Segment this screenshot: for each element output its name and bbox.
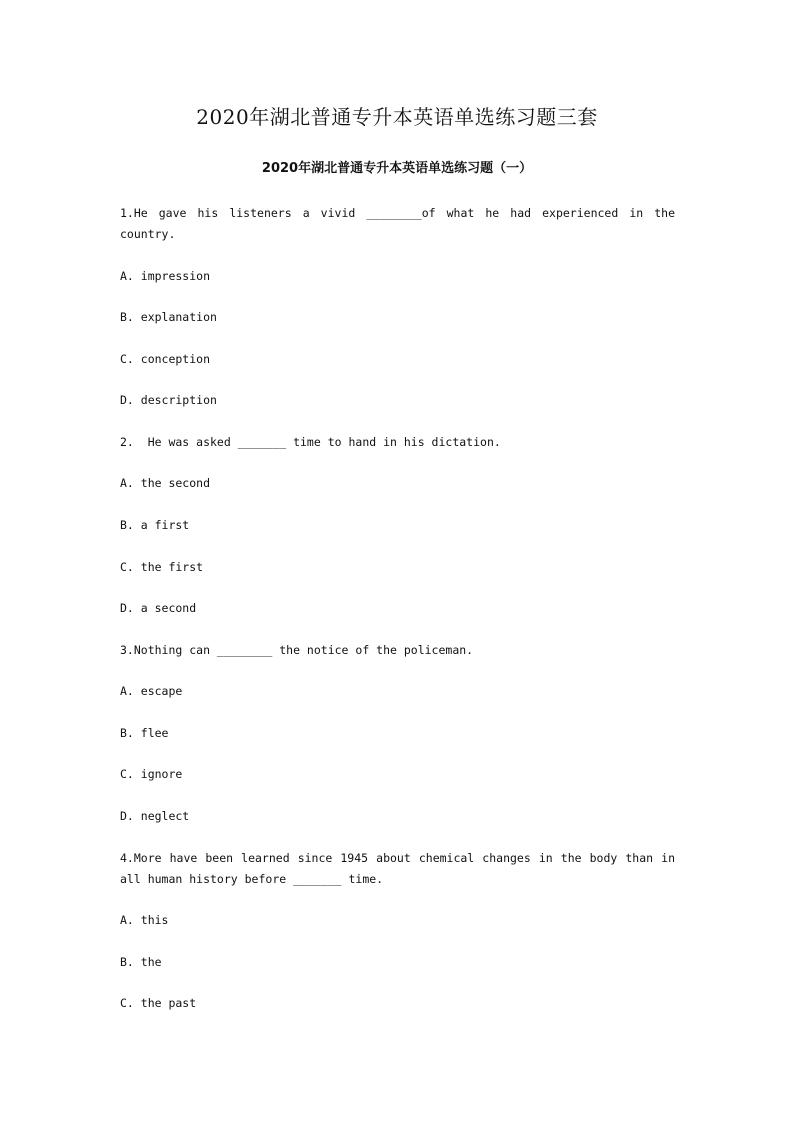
question-3-option-a: A. escape [120,684,183,699]
section-title: 2020年湖北普通专升本英语单选练习题（一） [261,161,533,176]
question-2-option-d: D. a second [120,601,197,616]
question-3-text: 3.Nothing can ________ the notice of the policeman. [120,642,474,657]
question-2-text: 2. He was asked _______ time to hand in his dictation. [120,434,501,449]
question-2-option-a: A. the second [120,476,211,491]
question-1-option-c: C. conception [120,351,211,366]
question-4-option-a: A. this [120,913,169,928]
question-4-option-b: B. the [120,954,162,969]
question-4-text: 4.More have been learned since 1945 about chemical changes in the body than in all human history before _______ time. [120,850,682,886]
question-1-option-d: D. description [120,393,217,408]
question-4-option-c: C. the past [120,996,197,1011]
question-2-option-b: B. a first [120,517,190,532]
question-1-option-a: A. impression [120,268,211,283]
question-list [120,203,682,1035]
question-2-option-c: C. the first [120,559,204,574]
question-3-option-b: B. flee [120,725,169,740]
question-3-option-c: C. ignore [120,767,183,782]
question-3-option-d: D. neglect [120,809,190,824]
question-1-text: 1.He gave his listeners a vivid ________of what he had experienced in the country. [120,206,682,241]
question-1-option-b: B. explanation [120,310,217,325]
document-title: 2020年湖北普通专升本英语单选练习题三套 [196,105,598,129]
